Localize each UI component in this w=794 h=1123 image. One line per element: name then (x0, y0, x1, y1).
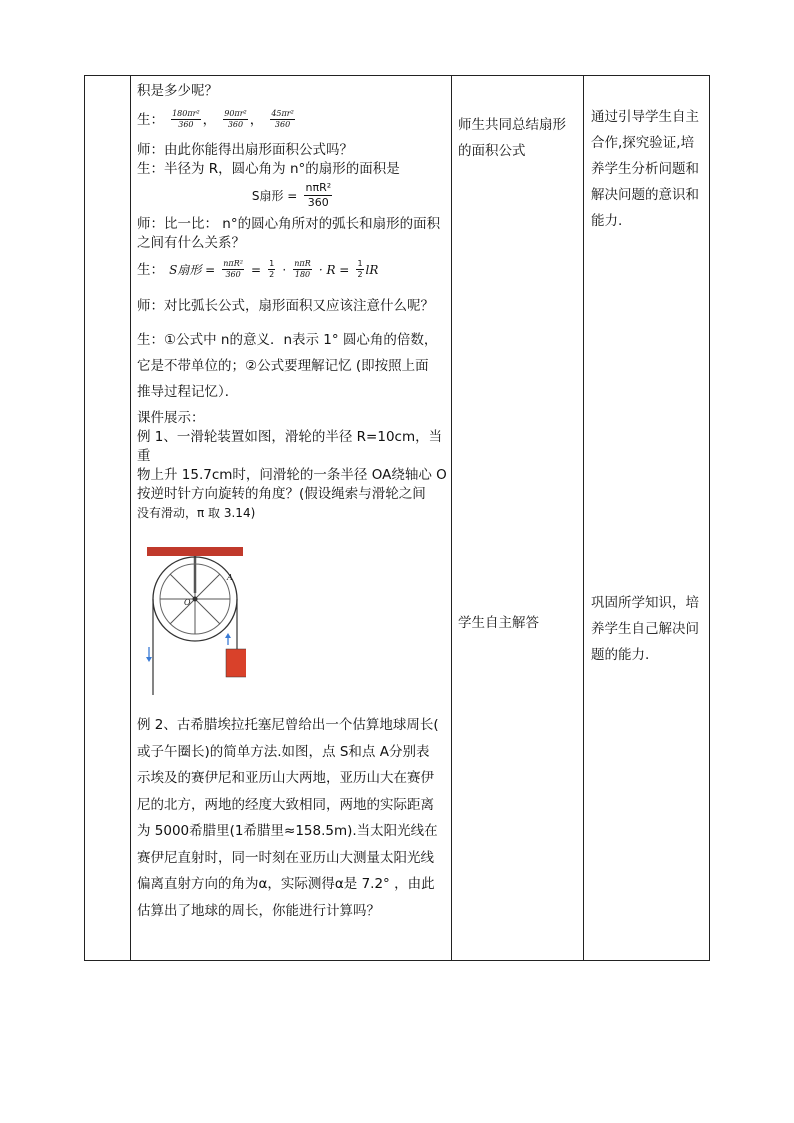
fraction-denominator: 180 (294, 270, 311, 279)
fraction-numerator: 180πr² (172, 109, 200, 118)
example-2-line: 尼的北方，两地的经度大致相同，两地的实际距离 (137, 796, 434, 813)
formula-text: lR (365, 263, 379, 277)
fraction-numerator: nπR (294, 259, 311, 268)
intent-line: 题的能力. (591, 647, 650, 663)
formula-text: · R = (318, 263, 350, 277)
fraction-numerator: 90πr² (224, 109, 247, 118)
fraction-denominator: 360 (225, 270, 241, 279)
empty-cell (85, 76, 130, 960)
example-2-line: 例 2、古希腊埃拉托塞尼曾给出一个估算地球周长( (137, 717, 439, 733)
fraction-numerator: 45πr² (271, 109, 294, 118)
example-2-line: 为 5000希腊里(1希腊里≈158.5m).当太阳光线在 (137, 823, 438, 839)
text-line: 课件展示： (137, 410, 205, 426)
intent-line: 能力. (591, 213, 623, 229)
fraction-numerator: nπR² (305, 181, 332, 194)
label-a: A (227, 573, 233, 582)
formula-label: S扇形 = (251, 189, 298, 203)
text-line: 师：比一比： n°的圆心角所对的弧长和扇形的面积 (137, 216, 441, 232)
example-2-line: 估算出了地球的周长，你能进行计算吗？ (137, 902, 380, 919)
text-line: 它是不带单位的；②公式要理解记忆 (即按照上面 (137, 358, 429, 374)
example-2-line: 或子午圈长)的简单方法.如图，点 S和点 A分别表 (137, 743, 430, 760)
example-2-line: 赛伊尼直射时，同一时刻在亚历山大测量太阳光线 (137, 849, 434, 866)
dot-operator: · (282, 263, 287, 277)
example-2-block (137, 712, 451, 924)
formula-label: S扇形 = (169, 263, 216, 277)
fraction-denominator: 360 (178, 120, 194, 129)
sector-area-formula (137, 181, 449, 215)
activity-line: 学生自主解答 (458, 615, 539, 631)
fraction-numerator: 1 (269, 259, 275, 268)
design-intent-cell (583, 76, 711, 960)
ceiling-bar (147, 547, 243, 556)
speaker-label: 生： (137, 262, 164, 278)
speaker-label: 生： (137, 112, 164, 128)
student-activity-cell (451, 76, 583, 960)
example-2-line: 偏离直射方向的角为α，实际测得α是 7.2° ，由此 (137, 876, 435, 892)
text-line: 推导过程记忆）． (137, 384, 239, 400)
arrow-down-icon (146, 647, 152, 662)
fraction-denominator: 2 (269, 270, 275, 279)
pulley-figure (146, 547, 246, 700)
intent-line: 合作,探究验证,培 (591, 135, 695, 151)
text-line: 之间有什么关系？ (137, 235, 245, 251)
text-line: 师：对比弧长公式，扇形面积又应该注意什么呢？ (137, 298, 434, 314)
example-1-line: 物上升 15.7cm时，问滑轮的一条半径 OA绕轴心 O (137, 467, 447, 483)
pulley-axle (193, 597, 198, 602)
text-line: 师：由此你能得出扇形面积公式吗？ (137, 142, 353, 158)
intent-line: 养学生自己解决问 (591, 621, 699, 637)
fraction-denominator: 360 (307, 196, 329, 209)
example-2-line: 示埃及的赛伊尼和亚历山大两地，亚历山大在赛伊 (137, 770, 434, 786)
fraction-numerator: 1 (357, 259, 363, 268)
fraction-numerator: nπR² (223, 259, 243, 268)
sector-area-values: 生： $\frac{\text{180πr²}}{360}$ ， $\frac{\text{90πr²}}{360}$ ， $\frac{\text{45πr²}}{360}$ (137, 109, 294, 129)
activity-line: 的面积公式 (458, 143, 526, 159)
intent-line: 解决问题的意识和 (591, 187, 699, 203)
teaching-process-cell (130, 76, 451, 960)
intent-line: 通过引导学生自主 (591, 109, 699, 125)
area-arc-relation-formula (137, 259, 449, 289)
lesson-table (84, 75, 710, 961)
example-1-line: 例 1、一滑轮装置如图，滑轮的半径 R=10cm，当重 (137, 429, 443, 464)
fraction-denominator: 360 (274, 120, 291, 129)
example-1-line: 没有滑动，π 取 3.14) (137, 506, 256, 520)
label-o: O (184, 598, 191, 607)
intent-line: 巩固所学知识，培 (591, 595, 699, 611)
fraction-denominator: 360 (227, 120, 244, 129)
intent-line: 养学生分析问题和 (591, 161, 699, 177)
activity-line: 师生共同总结扇形 (458, 117, 566, 133)
equals-sign: = (251, 263, 262, 277)
text-line: 积是多少呢？ (137, 83, 218, 99)
fraction-denominator: 2 (357, 270, 363, 279)
text-line: 生：①公式中 n的意义．n表示 1° 圆心角的倍数， (137, 332, 438, 348)
arrow-up-icon (225, 633, 231, 645)
example-1-line: 按逆时针方向旋转的角度？(假设绳索与滑轮之间 (137, 486, 426, 502)
weight-block (226, 649, 246, 677)
text-line: 生：半径为 R，圆心角为 n°的扇形的面积是 (137, 161, 400, 177)
